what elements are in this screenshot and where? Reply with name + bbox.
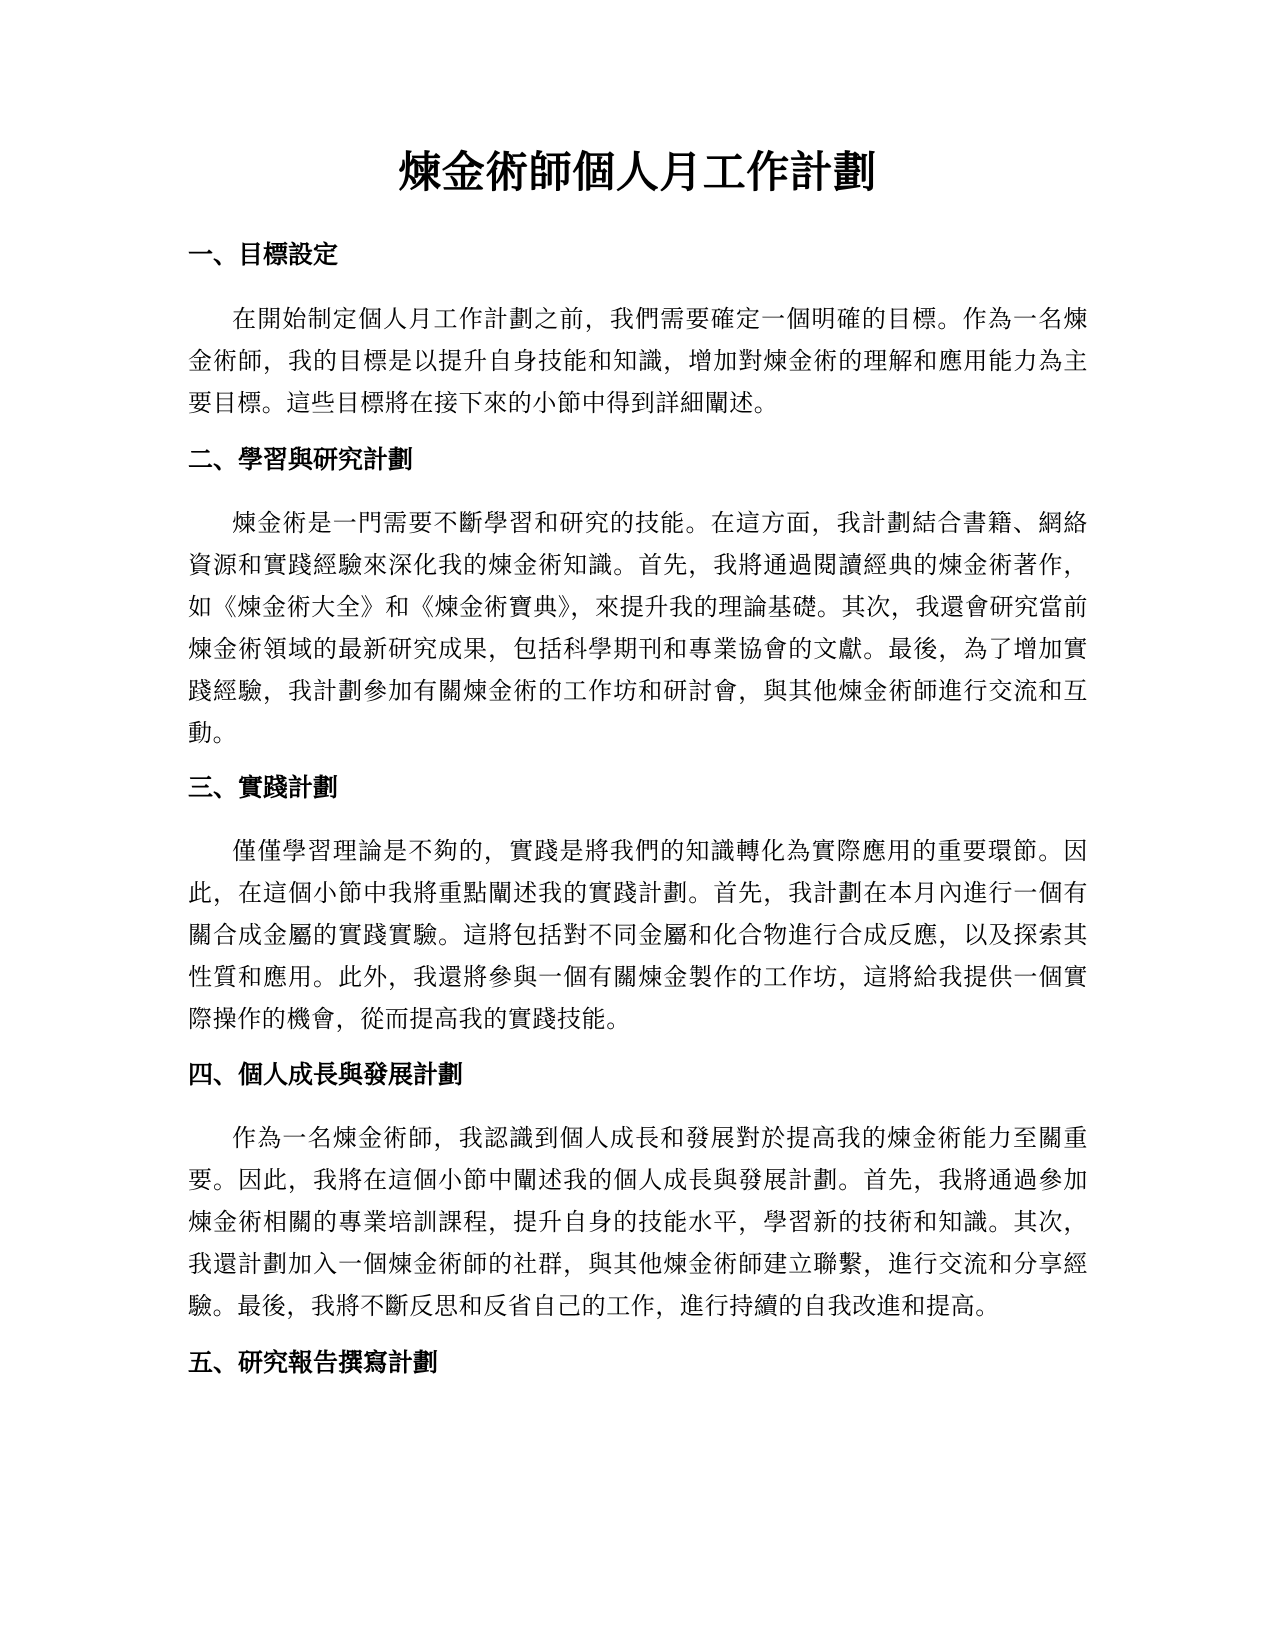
section-heading-goals: 一、目標設定: [188, 240, 339, 269]
section-heading-growth: 四、個人成長與發展計劃: [188, 1060, 464, 1089]
section-body-growth: 作為一名煉金術師，我認識到個人成長和發展對於提高我的煉金術能力至關重要。因此，我將在這個小節中闡述我的個人成長與發展計劃。首先，我將通過參加煉金術相關的專業培訓課程，提升自身的技能水平，學習新的技術和知識。其次，我還計劃加入一個煉金術師的社群，與其他煉金術師建立聯繫，進行交流和分享經驗。最後，我將不斷反思和反省自己的工作，進行持續的自我改進和提高。: [188, 1124, 1088, 1320]
section-heading-study: 二、學習與研究計劃: [188, 445, 414, 474]
section-body-goals: 在開始制定個人月工作計劃之前，我們需要確定一個明確的目標。作為一名煉金術師，我的目標是以提升自身技能和知識，增加對煉金術的理解和應用能力為主要目標。這些目標將在接下來的小節中得到詳細闡述。: [188, 305, 1088, 417]
section-heading-practice: 三、實踐計劃: [188, 773, 339, 802]
document-title: 煉金術師個人月工作計劃: [398, 148, 877, 198]
section-heading-report: 五、研究報告撰寫計劃: [188, 1348, 439, 1377]
section-body-study: 煉金術是一門需要不斷學習和研究的技能。在這方面，我計劃結合書籍、網絡資源和實踐經驗來深化我的煉金術知識。首先，我將通過閱讀經典的煉金術著作，如《煉金術大全》和《煉金術寶典》，來提升我的理論基礎。其次，我還會研究當前煉金術領域的最新研究成果，包括科學期刊和專業協會的文獻。最後，為了增加實踐經驗，我計劃參加有關煉金術的工作坊和研討會，與其他煉金術師進行交流和互動。: [188, 509, 1088, 747]
section-body-practice: 僅僅學習理論是不夠的，實踐是將我們的知識轉化為實際應用的重要環節。因此，在這個小節中我將重點闡述我的實踐計劃。首先，我計劃在本月內進行一個有關合成金屬的實踐實驗。這將包括對不同金屬和化合物進行合成反應，以及探索其性質和應用。此外，我還將參與一個有關煉金製作的工作坊，這將給我提供一個實際操作的機會，從而提高我的實踐技能。: [188, 837, 1088, 1033]
